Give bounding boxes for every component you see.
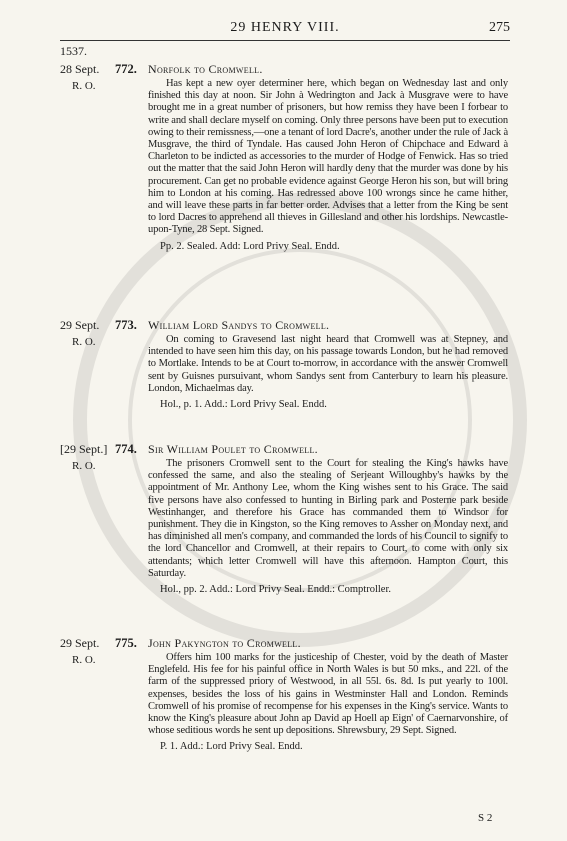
- entry-heading: Sir William Poulet to Cromwell.: [148, 442, 318, 456]
- header-rule: [60, 40, 510, 41]
- entry-heading: John Pakyngton to Cromwell.: [148, 636, 301, 650]
- entry-number: 775.: [115, 636, 137, 650]
- entry-heading: Norfolk to Cromwell.: [148, 62, 263, 76]
- entry-body: The prisoners Cromwell sent to the Court for stealing the King's hawks have confessed the same, and also the stealing of Serjeant Willoughby's hawks by the appointment of Mr. Anthony Lee, whom the King wishes sent to his Grace. The said five persons have also confessed to hunting in Birling park and Posterne park beside Westinhanger, and therefore his Grace has commanded them to Windsor for punishment. They die in Kingston, so the King removes to Assher on Monday next, and has diminished all men's company, and commanded the lords of his Council to signify to the lord Chancellor and Cromwell, at their repairs to Court, to come with only six attendants; which letter Cromwell will have this afternoon. Hampton Court, this Saturday.: [148, 458, 508, 579]
- entry-date: 29 Sept.: [60, 636, 100, 650]
- page-number: 275: [489, 20, 510, 35]
- entry-date: [29 Sept.]: [60, 442, 108, 456]
- entry-body: On coming to Gravesend last night heard that Cromwell was at Stepney, and intended to have seen him this day, on his passage towards London, but he had removed to Mortlake. Intends to be at Court to-morrow, in accordance with the answer Cromwell sent by Guisnes pursuivant, whom Sandys sent from Canterbury to learn his pleasure. London, Michaelmas day.: [148, 334, 508, 394]
- header-title: 29 HENRY VIII.: [230, 20, 340, 35]
- entry-source: R. O.: [72, 336, 96, 348]
- entry-source: R. O.: [72, 654, 96, 666]
- entry-772: [60, 62, 520, 252]
- entry-source: R. O.: [72, 460, 96, 472]
- entry-body: Offers him 100 marks for the justiceship of Chester, void by the death of Master Englefeld. His fee for his painful office in North Wales is but 50 mks., and 22l. of the farm of the suppressed priory of Westwood, in all 55l. 6s. 8d. Is put yearly to 100l. expenses, besides the loss of his gains in Westminster Hall and London. Reminds Cromwell of his promise of recompense for his expenses in the King's service. Wants to know the King's pleasure about John ap David ap Hoell ap Eign' of Caernarvonshire, of whose seditious words he sent up depositions. Shrewsbury, 29 Sept. Signed.: [148, 652, 508, 737]
- entry-775: [60, 636, 520, 752]
- running-header: [60, 20, 510, 38]
- entry-date: 29 Sept.: [60, 318, 100, 332]
- entry-number: 773.: [115, 318, 137, 332]
- entry-date: 28 Sept.: [60, 62, 100, 76]
- year-label: 1537.: [60, 44, 87, 58]
- entry-footnote: Pp. 2. Sealed. Add: Lord Privy Seal. Endd.: [160, 240, 340, 252]
- entry-footnote: P. 1. Add.: Lord Privy Seal. Endd.: [160, 741, 303, 753]
- entry-body: Has kept a new oyer determiner here, which began on Wednesday last and only finished this day at noon. Sir John à Wedrington and Jack à Musgrave were to have brought me in a great number of prisoners, but how remiss they have been I forbear to write and shall declare myself on coming. Only three persons have been put to execution owing to their remissness,—one a tenant of lord Dacre's, another under the rule of Jack à Musgrave, the third of Tyndale. Has caused John Heron of Chipchace and Edward à Charleton to be indicted as accessories to the murder of Hodge of Fenwick. Has so tried out the matter that the said John Heron will hardly deny that the murder was done by his procurement. Can get no probable evidence against George Heron his son, but will bring him to London at his coming. Has redressed above 100 wrongs since he came hither, and will leave these parts in far better order. Advises that a letter from the King be sent to lord Dacres to apprehend all thieves in Gillesland and other his lordships. Newcastle-upon-Tyne, 28 Sept. Signed.: [148, 78, 508, 236]
- entry-source: R. O.: [72, 80, 96, 92]
- entry-773: [60, 318, 520, 410]
- entry-number: 772.: [115, 62, 137, 76]
- signature-mark: S 2: [478, 812, 493, 824]
- entry-heading: William Lord Sandys to Cromwell.: [148, 318, 330, 332]
- entry-774: [60, 442, 520, 595]
- entry-footnote: Hol., p. 1. Add.: Lord Privy Seal. Endd.: [160, 399, 327, 411]
- entry-footnote: Hol., pp. 2. Add.: Lord Privy Seal. Endd.: Comptroller.: [160, 584, 391, 596]
- entry-number: 774.: [115, 442, 137, 456]
